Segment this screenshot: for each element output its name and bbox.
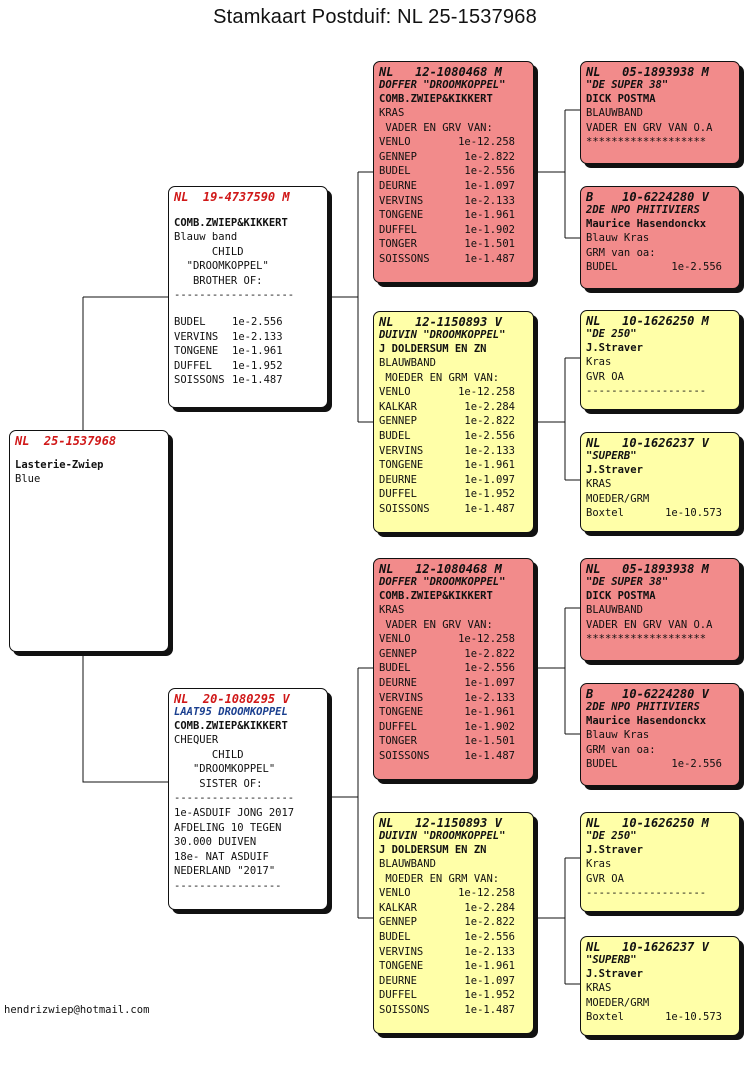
- gp-result: [379, 734, 528, 749]
- race-name: SOISSONS: [379, 749, 430, 762]
- gp-result: [379, 749, 528, 764]
- great-grandparent-card[interactable]: [580, 558, 740, 661]
- ggp-line: MOEDER/GRM: [586, 996, 650, 1009]
- race-name: GENNEP: [379, 415, 417, 428]
- race-name: GENNEP: [379, 150, 417, 163]
- gp-result: [379, 135, 528, 150]
- grandmother-paternal-card[interactable]: [373, 311, 534, 533]
- subject-ring: NL 25-1537968: [15, 434, 117, 448]
- race-name: BUDEL: [586, 758, 618, 771]
- race-result: 1e-2.556: [464, 662, 515, 675]
- father-result: [174, 315, 322, 330]
- race-name: DEURNE: [379, 676, 417, 689]
- father-ring: NL 19-4737590 M: [174, 190, 290, 204]
- ggp-ring: NL 10-1626237 V: [586, 940, 709, 954]
- gp-line: KRAS: [379, 604, 405, 616]
- gp-result: [379, 1003, 528, 1018]
- gp-result: [379, 150, 528, 165]
- race-result: 1e-1.952: [464, 488, 515, 501]
- race-result: 1e-2.556: [464, 165, 515, 178]
- great-grandparent-card[interactable]: [580, 683, 740, 786]
- subject-name: Lasterie-Zwiep: [15, 459, 104, 471]
- race-result: 1e-1.902: [464, 223, 515, 236]
- gp-owner: COMB.ZWIEP&KIKKERT: [379, 93, 493, 105]
- race-name: DEURNE: [379, 974, 417, 987]
- ggp-line: VADER EN GRV VAN O.A: [586, 121, 713, 134]
- grandfather-maternal-card[interactable]: [373, 558, 534, 780]
- gp-result: [379, 473, 528, 488]
- gp-result: [379, 194, 528, 209]
- mother-line: 30.000 DUIVEN: [174, 836, 257, 849]
- father-owner: COMB.ZWIEP&KIKKERT: [174, 217, 288, 229]
- race-result: 1e-1.961: [464, 209, 515, 222]
- race-name: KALKAR: [379, 400, 417, 413]
- father-result: [174, 359, 322, 374]
- ggp-ring: NL 05-1893938 M: [586, 65, 709, 79]
- gp-result: [379, 647, 528, 662]
- gp-result: [379, 237, 528, 252]
- subject-card[interactable]: [9, 430, 169, 652]
- ggp-line: -------------------: [586, 385, 707, 398]
- ggp-line: VADER EN GRV VAN O.A: [586, 618, 713, 631]
- gp-result: [379, 179, 528, 194]
- race-name: TONGENE: [174, 345, 219, 358]
- gp-line: VADER EN GRV VAN:: [379, 121, 493, 134]
- race-result: 1e-12.258: [458, 633, 515, 646]
- race-name: BUDEL: [379, 165, 411, 178]
- race-name: TONGER: [379, 238, 417, 251]
- race-result: 1e-2.822: [464, 916, 515, 929]
- ggp-ring: B 10-6224280 V: [586, 687, 709, 701]
- father-line: BROTHER OF:: [174, 274, 263, 287]
- race-result: 1e-1.487: [464, 749, 515, 762]
- race-result: 1e-2.822: [464, 647, 515, 660]
- race-name: SOISSONS: [379, 1003, 430, 1016]
- ggp-line: *******************: [586, 633, 707, 646]
- race-result: 1e-1.902: [464, 720, 515, 733]
- ggp-line: BLAUWBAND: [586, 107, 643, 119]
- race-result: 1e-2.556: [671, 758, 722, 771]
- mother-line: AFDELING 10 TEGEN: [174, 821, 282, 834]
- race-result: 1e-2.556: [464, 930, 515, 943]
- ggp-line: Blauw Kras: [586, 232, 650, 244]
- gp-result: [379, 959, 528, 974]
- mother-line: -------------------: [174, 792, 295, 805]
- race-result: 1e-1.952: [464, 989, 515, 1002]
- gp-line: KRAS: [379, 107, 405, 119]
- ggp-ring: NL 10-1626250 M: [586, 816, 709, 830]
- race-result: 1e-1.487: [464, 252, 515, 265]
- race-result: 1e-1.952: [232, 359, 283, 372]
- great-grandparent-card[interactable]: [580, 812, 740, 912]
- gp-nickname: DOFFER "DROOMKOPPEL": [379, 576, 506, 588]
- race-name: TONGENE: [379, 706, 424, 719]
- ggp-owner: Maurice Hasendonckx: [586, 218, 707, 230]
- race-result: 1e-1.961: [464, 706, 515, 719]
- ggp-nickname: "DE 250": [586, 328, 637, 340]
- father-line: Blauw band: [174, 231, 238, 243]
- mother-ring: NL 20-1080295 V: [174, 692, 290, 706]
- gp-result: [379, 945, 528, 960]
- father-line: "DROOMKOPPEL": [174, 260, 269, 273]
- race-name: DEURNE: [379, 473, 417, 486]
- gp-line: BLAUWBAND: [379, 357, 436, 369]
- gp-ring: NL 12-1080468 M: [379, 65, 502, 79]
- mother-owner: COMB.ZWIEP&KIKKERT: [174, 720, 288, 732]
- ggp-owner: J.Straver: [586, 464, 643, 476]
- page-title: Stamkaart Postduif: NL 25-1537968: [213, 6, 537, 28]
- gp-result: [379, 720, 528, 735]
- father-line: CHILD: [174, 245, 244, 258]
- grandmother-maternal-card[interactable]: [373, 812, 534, 1034]
- race-name: DUFFEL: [379, 720, 417, 733]
- race-name: SOISSONS: [379, 502, 430, 515]
- ggp-nickname: "DE SUPER 38": [586, 576, 669, 588]
- father-result: [174, 344, 322, 359]
- race-name: Boxtel: [586, 1011, 624, 1024]
- ggp-result: [586, 260, 734, 275]
- gp-result: [379, 661, 528, 676]
- race-name: VENLO: [379, 633, 411, 646]
- mother-line: CHILD: [174, 748, 244, 761]
- race-result: 1e-1.487: [464, 502, 515, 515]
- race-result: 1e-1.961: [464, 960, 515, 973]
- gp-result: [379, 385, 528, 400]
- race-result: 1e-2.822: [464, 415, 515, 428]
- race-result: 1e-1.501: [464, 735, 515, 748]
- race-name: BUDEL: [586, 261, 618, 274]
- gp-nickname: DUIVIN "DROOMKOPPEL": [379, 830, 506, 842]
- gp-result: [379, 930, 528, 945]
- race-result: 1e-2.284: [464, 400, 515, 413]
- race-name: KALKAR: [379, 901, 417, 914]
- ggp-owner: J.Straver: [586, 968, 643, 980]
- gp-line: MOEDER EN GRM VAN:: [379, 872, 500, 885]
- race-name: GENNEP: [379, 647, 417, 660]
- ggp-line: GRM van oa:: [586, 246, 656, 259]
- gp-owner: J DOLDERSUM EN ZN: [379, 844, 487, 856]
- gp-result: [379, 915, 528, 930]
- race-name: DEURNE: [379, 179, 417, 192]
- gp-line: MOEDER EN GRM VAN:: [379, 371, 500, 384]
- ggp-ring: NL 10-1626237 V: [586, 436, 709, 450]
- mother-card[interactable]: [168, 688, 328, 910]
- race-name: VERVINS: [379, 945, 424, 958]
- ggp-ring: NL 10-1626250 M: [586, 314, 709, 328]
- gp-line: BLAUWBAND: [379, 858, 436, 870]
- race-name: VERVINS: [174, 330, 219, 343]
- ggp-line: BLAUWBAND: [586, 604, 643, 616]
- gp-ring: NL 12-1150893 V: [379, 315, 502, 329]
- race-result: 1e-2.284: [464, 901, 515, 914]
- mother-nickname: LAAT95 DROOMKOPPEL: [174, 706, 288, 718]
- gp-result: [379, 223, 528, 238]
- mother-line: 18e- NAT ASDUIF: [174, 850, 269, 863]
- ggp-result: [586, 757, 734, 772]
- ggp-nickname: 2DE NPO PHITIVIERS: [586, 204, 700, 216]
- race-result: 1e-12.258: [458, 386, 515, 399]
- race-name: DUFFEL: [174, 359, 212, 372]
- race-name: VENLO: [379, 386, 411, 399]
- race-result: 1e-2.556: [464, 429, 515, 442]
- race-name: VERVINS: [379, 194, 424, 207]
- great-grandparent-card[interactable]: [580, 61, 740, 164]
- race-name: VERVINS: [379, 691, 424, 704]
- race-name: SOISSONS: [379, 252, 430, 265]
- gp-result: [379, 429, 528, 444]
- subject-color: Blue: [15, 473, 41, 485]
- race-result: 1e-1.097: [464, 473, 515, 486]
- race-result: 1e-2.133: [464, 945, 515, 958]
- great-grandparent-card[interactable]: [580, 310, 740, 410]
- contact-email: hendrizwiep@hotmail.com: [4, 1004, 150, 1016]
- ggp-nickname: "DE SUPER 38": [586, 79, 669, 91]
- race-result: 1e-1.961: [464, 459, 515, 472]
- ggp-owner: J.Straver: [586, 844, 643, 856]
- great-grandparent-card[interactable]: [580, 936, 740, 1036]
- mother-line: SISTER OF:: [174, 777, 263, 790]
- race-name: DUFFEL: [379, 488, 417, 501]
- ggp-line: GRM van oa:: [586, 743, 656, 756]
- race-name: VERVINS: [379, 444, 424, 457]
- race-result: 1e-2.556: [671, 261, 722, 274]
- gp-nickname: DOFFER "DROOMKOPPEL": [379, 79, 506, 91]
- father-line: -------------------: [174, 289, 295, 302]
- gp-owner: COMB.ZWIEP&KIKKERT: [379, 590, 493, 602]
- gp-line: VADER EN GRV VAN:: [379, 618, 493, 631]
- ggp-line: Kras: [586, 356, 612, 368]
- gp-result: [379, 691, 528, 706]
- ggp-ring: NL 05-1893938 M: [586, 562, 709, 576]
- ggp-line: *******************: [586, 136, 707, 149]
- great-grandparent-card[interactable]: [580, 432, 740, 532]
- ggp-line: MOEDER/GRM: [586, 492, 650, 505]
- father-result: [174, 330, 322, 345]
- race-result: 1e-2.556: [232, 315, 283, 328]
- ggp-nickname: "SUPERB": [586, 954, 637, 966]
- ggp-line: Blauw Kras: [586, 729, 650, 741]
- mother-line: CHEQUER: [174, 734, 219, 746]
- gp-result: [379, 886, 528, 901]
- race-name: TONGER: [379, 735, 417, 748]
- race-result: 1e-2.822: [464, 150, 515, 163]
- race-name: SOISSONS: [174, 374, 225, 387]
- ggp-owner: Maurice Hasendonckx: [586, 715, 707, 727]
- race-name: DUFFEL: [379, 989, 417, 1002]
- gp-result: [379, 676, 528, 691]
- race-result: 1e-1.487: [464, 1003, 515, 1016]
- race-name: BUDEL: [379, 662, 411, 675]
- gp-result: [379, 400, 528, 415]
- race-result: 1e-1.487: [232, 374, 283, 387]
- mother-line: -----------------: [174, 879, 282, 892]
- ggp-nickname: 2DE NPO PHITIVIERS: [586, 701, 700, 713]
- race-name: BUDEL: [174, 315, 206, 328]
- race-result: 1e-2.133: [232, 330, 283, 343]
- race-name: VENLO: [379, 887, 411, 900]
- gp-result: [379, 164, 528, 179]
- race-result: 1e-1.097: [464, 676, 515, 689]
- ggp-line: KRAS: [586, 982, 612, 994]
- race-name: VENLO: [379, 136, 411, 149]
- gp-result: [379, 458, 528, 473]
- race-result: 1e-1.961: [232, 345, 283, 358]
- gp-ring: NL 12-1080468 M: [379, 562, 502, 576]
- race-name: GENNEP: [379, 916, 417, 929]
- gp-result: [379, 444, 528, 459]
- gp-ring: NL 12-1150893 V: [379, 816, 502, 830]
- ggp-line: GVR OA: [586, 872, 624, 885]
- gp-result: [379, 487, 528, 502]
- race-result: 1e-1.501: [464, 238, 515, 251]
- gp-result: [379, 974, 528, 989]
- race-name: TONGENE: [379, 960, 424, 973]
- gp-result: [379, 901, 528, 916]
- gp-result: [379, 414, 528, 429]
- mother-line: "DROOMKOPPEL": [174, 763, 276, 776]
- race-name: TONGENE: [379, 459, 424, 472]
- gp-nickname: DUIVIN "DROOMKOPPEL": [379, 329, 506, 341]
- gp-result: [379, 208, 528, 223]
- race-result: 1e-12.258: [458, 887, 515, 900]
- gp-result: [379, 502, 528, 517]
- race-result: 1e-2.133: [464, 691, 515, 704]
- race-name: BUDEL: [379, 429, 411, 442]
- race-result: 1e-10.573: [665, 507, 722, 520]
- race-name: Boxtel: [586, 507, 624, 520]
- gp-result: [379, 632, 528, 647]
- great-grandparent-card[interactable]: [580, 186, 740, 289]
- ggp-owner: DICK POSTMA: [586, 590, 656, 602]
- mother-line: NEDERLAND "2017": [174, 865, 276, 878]
- grandfather-paternal-card[interactable]: [373, 61, 534, 283]
- ggp-owner: J.Straver: [586, 342, 643, 354]
- ggp-nickname: "DE 250": [586, 830, 637, 842]
- race-result: 1e-2.133: [464, 444, 515, 457]
- mother-line: 1e-ASDUIF JONG 2017: [174, 806, 295, 819]
- ggp-line: -------------------: [586, 887, 707, 900]
- gp-result: [379, 988, 528, 1003]
- race-name: DUFFEL: [379, 223, 417, 236]
- gp-result: [379, 252, 528, 267]
- father-card[interactable]: [168, 186, 328, 408]
- race-result: 1e-10.573: [665, 1011, 722, 1024]
- race-result: 1e-12.258: [458, 136, 515, 149]
- father-result: [174, 373, 322, 388]
- race-result: 1e-1.097: [464, 179, 515, 192]
- ggp-line: GVR OA: [586, 370, 624, 383]
- ggp-result: [586, 1010, 734, 1025]
- gp-owner: J DOLDERSUM EN ZN: [379, 343, 487, 355]
- race-result: 1e-1.097: [464, 974, 515, 987]
- ggp-line: Kras: [586, 858, 612, 870]
- ggp-line: KRAS: [586, 478, 612, 490]
- ggp-owner: DICK POSTMA: [586, 93, 656, 105]
- ggp-ring: B 10-6224280 V: [586, 190, 709, 204]
- gp-result: [379, 705, 528, 720]
- race-name: BUDEL: [379, 930, 411, 943]
- ggp-nickname: "SUPERB": [586, 450, 637, 462]
- race-result: 1e-2.133: [464, 194, 515, 207]
- ggp-result: [586, 506, 734, 521]
- race-name: TONGENE: [379, 209, 424, 222]
